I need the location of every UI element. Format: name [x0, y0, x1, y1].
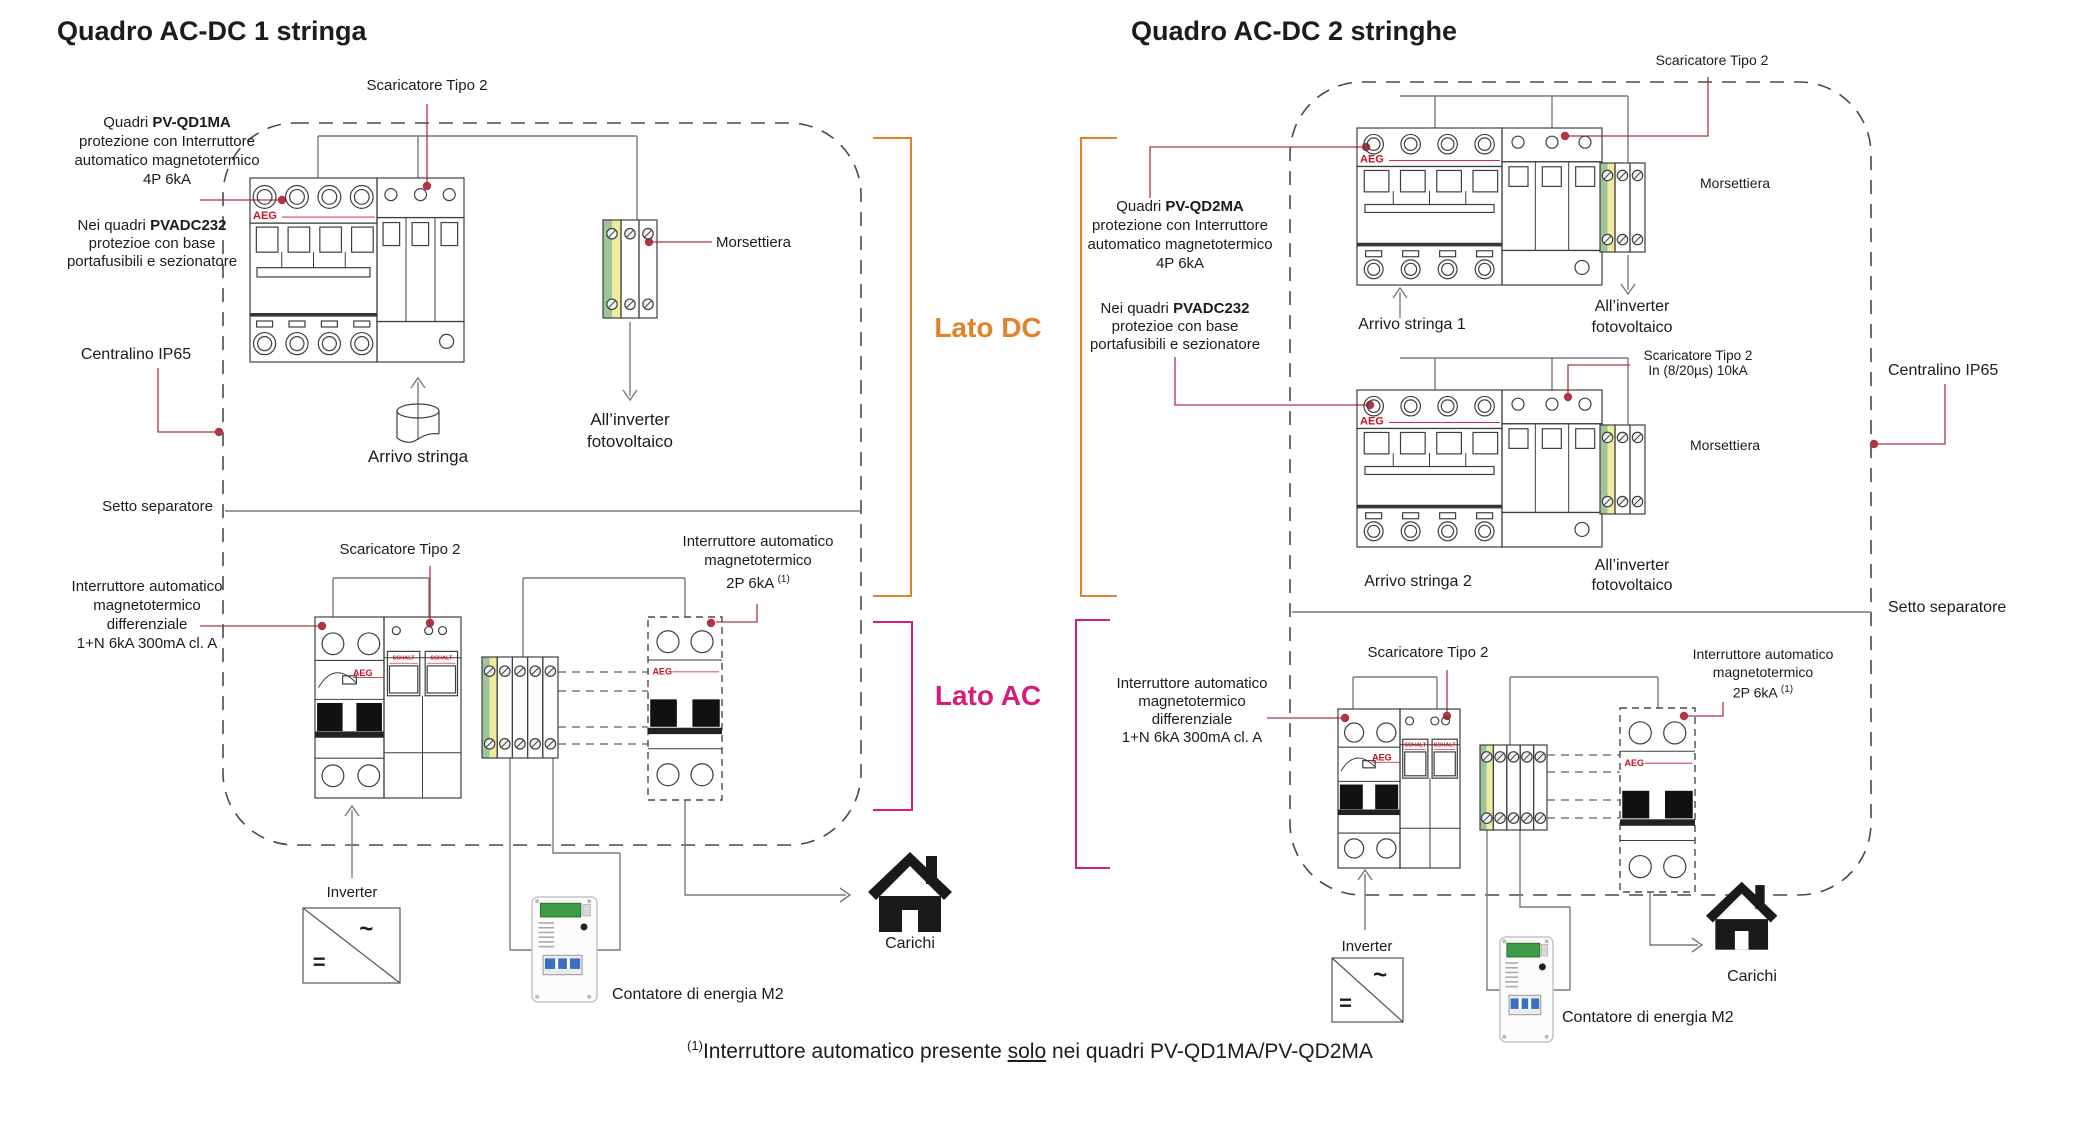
label-allinverter-1-right: All’inverter fotovoltaico	[1591, 298, 1673, 336]
svg-text:SCHALT: SCHALT	[1433, 742, 1456, 749]
label-carichi-right: Carichi	[1727, 968, 1777, 985]
label-lato-ac: Lato AC	[934, 680, 1042, 711]
surge-protector-ac-schalt	[1400, 709, 1460, 868]
annotation-dot	[423, 182, 431, 190]
label-setto-separatore-left: Setto separatore	[102, 498, 213, 515]
enclosure-boxes	[223, 82, 1871, 895]
label-allinverter-2-right: All’inverter fotovoltaico	[1591, 557, 1673, 594]
svg-text:AEG: AEG	[652, 666, 672, 677]
svg-text:=: =	[312, 949, 326, 975]
label-contatore-right: Contatore di energia M2	[1562, 1009, 1734, 1026]
label-centralino-left: Centralino IP65	[80, 346, 192, 363]
label-arrivo-stringa-1: Arrivo stringa 1	[1358, 316, 1466, 333]
label-quadri-right: Quadri PV-QD2MA protezione con Interruttore automatico magnetotermico 4P 6kA	[1087, 198, 1273, 272]
svg-text:~: ~	[359, 915, 374, 943]
label-scaricatore-top-right: Scaricatore Tipo 2	[1655, 52, 1769, 68]
label-setto-separatore-right: Setto separatore	[1888, 599, 2007, 616]
svg-text:SCHALT: SCHALT	[430, 655, 453, 662]
annotation-dot	[1443, 712, 1451, 720]
label-morsettiera-1-right: Morsettiera	[1700, 175, 1771, 191]
annotation-dot	[1870, 440, 1878, 448]
label-centralino-right: Centralino IP65	[1888, 362, 1999, 379]
annotation-lines	[158, 77, 1945, 722]
svg-text:=: =	[1339, 990, 1352, 1016]
morsettiera-dc-left	[603, 220, 657, 318]
label-lato-dc: Lato DC	[934, 312, 1042, 343]
surge-protector-type2	[1502, 390, 1602, 547]
annotation-dot	[1561, 132, 1569, 140]
label-inverter-left: Inverter	[326, 884, 378, 901]
morsettiera-string2	[1600, 425, 1645, 514]
svg-text:~: ~	[1373, 961, 1388, 989]
house-carichi-icon	[868, 852, 952, 932]
label-contatore-left: Contatore di energia M2	[612, 986, 784, 1003]
annotation-dot	[707, 619, 715, 627]
svg-text:AEG: AEG	[352, 667, 373, 678]
right-panel-title: Quadro AC-DC 2 stringhe	[1131, 16, 1458, 46]
left-panel-title: Quadro AC-DC 1 stringa	[57, 16, 367, 46]
energy-meter	[532, 897, 597, 1002]
annotation-dot	[215, 428, 223, 436]
morsettiera-string1	[1600, 163, 1645, 252]
svg-text:SCHALT: SCHALT	[1404, 742, 1427, 749]
annotation-dot	[1564, 393, 1572, 401]
label-differenziale-left: Interruttore automatico magnetotermico differenziale 1+N 6kA 300mA cl. A	[71, 578, 223, 652]
label-carichi-left: Carichi	[885, 935, 935, 952]
label-nei-quadri-right: Nei quadri PVADC232 protezioe con base portafusibili e sezionatore	[1089, 300, 1261, 353]
annotation-dot	[426, 619, 434, 627]
breaker-2p-dashed	[1620, 708, 1695, 892]
label-mt2p-left: Interruttore automatico magnetotermico 2P 6kA $^{(1)}$	[682, 533, 834, 592]
label-arrivo-stringa-left: Arrivo stringa	[367, 447, 469, 466]
svg-text:SCHALT: SCHALT	[392, 655, 415, 662]
differential-breaker	[1338, 709, 1400, 868]
annotation-dot	[1680, 712, 1688, 720]
inverter-symbol	[1332, 958, 1403, 1022]
label-scaricatore-ac-left: Scaricatore Tipo 2	[339, 541, 461, 558]
morsettiera-ac-right	[1480, 745, 1547, 830]
label-morsettiera-left: Morsettiera	[716, 234, 792, 251]
annotation-dot	[278, 196, 286, 204]
label-differenziale-right: Interruttore automatico magnetotermico differenziale 1+N 6kA 300mA cl. A	[1116, 675, 1268, 746]
label-inverter-right: Inverter	[1341, 938, 1393, 955]
footnote: $^{(1)}$Interruttore automatico presente solo nei quadri PV-QD1MA/PV-QD2MA	[687, 1038, 1373, 1063]
surge-protector-type2	[1502, 128, 1602, 285]
svg-text:AEG: AEG	[253, 210, 277, 223]
surge-protector-type2	[377, 178, 464, 362]
breaker-2p-dashed	[648, 617, 722, 800]
svg-text:AEG: AEG	[1360, 415, 1384, 428]
svg-text:AEG: AEG	[1360, 153, 1384, 166]
svg-text:AEG: AEG	[1624, 757, 1645, 768]
morsettiera-ac-left	[482, 657, 558, 758]
differential-breaker	[315, 617, 384, 798]
label-arrivo-stringa-2: Arrivo stringa 2	[1364, 573, 1472, 590]
dc-breaker-4p	[1357, 128, 1502, 285]
inverter-symbol	[303, 908, 400, 983]
label-scaricatore-dc-left: Scaricatore Tipo 2	[366, 77, 488, 94]
annotation-dot	[1341, 714, 1349, 722]
label-mt2p-right: Interruttore automatico magnetotermico 2P 6kA $^{(1)}$	[1692, 646, 1834, 701]
house-carichi-icon	[1706, 882, 1777, 950]
annotation-dot	[318, 622, 326, 630]
surge-protector-ac-schalt	[384, 617, 461, 798]
energy-meter	[1500, 937, 1553, 1042]
label-morsettiera-2-right: Morsettiera	[1690, 437, 1761, 453]
svg-text:AEG: AEG	[1372, 752, 1392, 763]
label-quadri-left: Quadri PV-QD1MA protezione con Interruttore automatico magnetotermico 4P 6kA	[74, 114, 260, 188]
label-allinverter-left: All’inverter fotovoltaico	[587, 410, 673, 451]
dc-breaker-4p	[1357, 390, 1502, 547]
label-scaricatore-in-right: Scaricatore Tipo 2 In (8/20µs) 10kA	[1643, 348, 1753, 378]
label-nei-quadri-left: Nei quadri PVADC232 protezioe con base portafusibili e sezionatore	[66, 217, 238, 270]
label-scaricatore-ac-right: Scaricatore Tipo 2	[1367, 644, 1489, 661]
